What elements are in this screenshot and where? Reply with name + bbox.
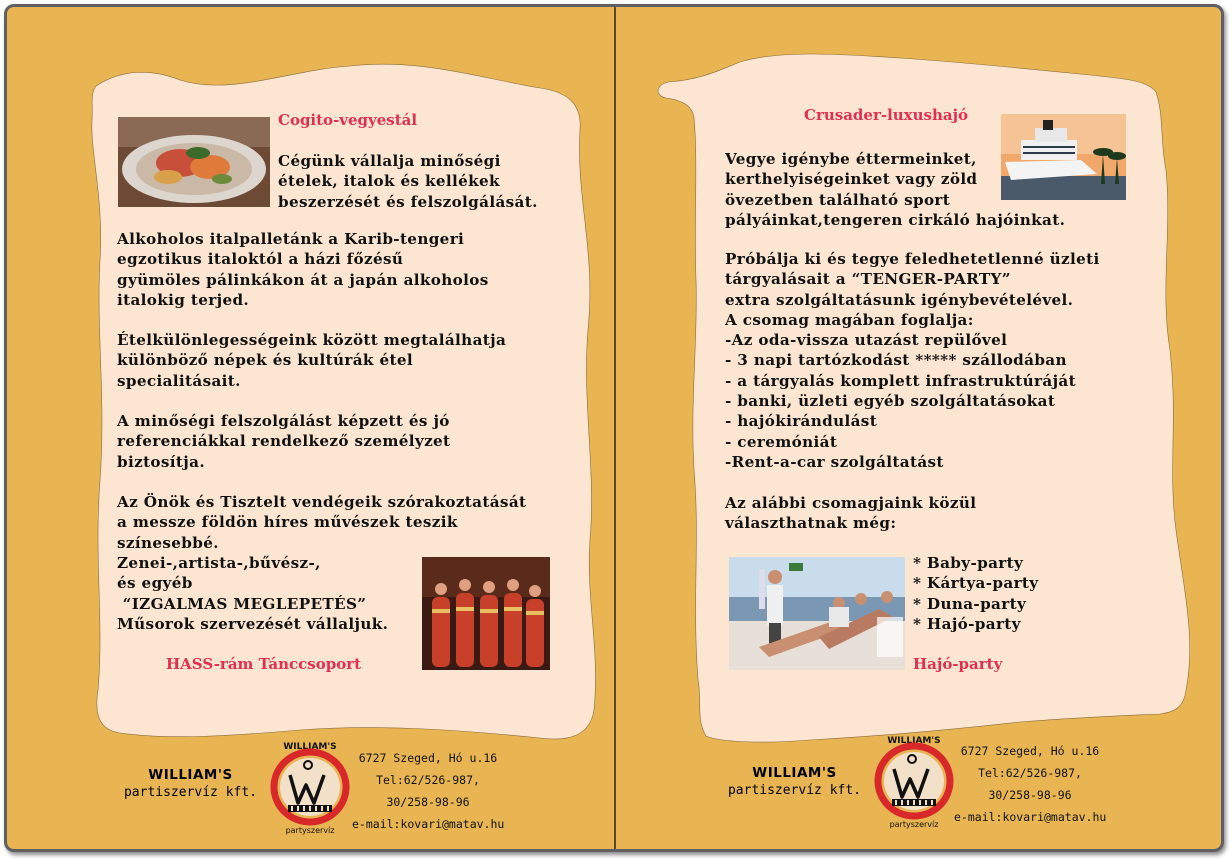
text-line: színesebbé. <box>117 533 219 552</box>
options-paragraph <box>725 493 976 534</box>
text-line: Az alábbi csomagjaink közül <box>725 494 977 512</box>
list-item: * Hajó-party <box>913 614 1021 633</box>
mobile: 30/258-98-96 <box>988 788 1072 802</box>
text-line: - 3 napi tartózkodást ***** szállodában <box>725 351 1067 370</box>
text-line: választhatnak még: <box>725 514 897 533</box>
list-item: * Baby-party <box>913 554 1024 572</box>
brand-left <box>118 767 263 800</box>
text-line: - banki, üzleti egyéb szolgáltatásokat <box>725 392 1056 411</box>
phone: Tel:62/526-987, <box>376 773 480 787</box>
text-line: egzotikus italoktól a házi főzésű <box>117 250 404 269</box>
text-line: -Rent-a-car szolgáltatást <box>725 452 944 471</box>
contact-right <box>954 740 1106 828</box>
logo-bottom-text: partyszervíz <box>889 820 939 829</box>
text-line: - hajókirándulást <box>725 412 878 431</box>
text-line: “IZGALMAS MEGLEPETÉS” <box>117 594 367 613</box>
text-line: Alkoholos italpalletánk a Karib-tengeri <box>117 230 465 248</box>
text-line: A minőségi felszolgálást képzett és jó <box>117 412 450 430</box>
text-line: Vegye igénybe éttermeinket, <box>725 150 977 168</box>
brand-name: WILLIAM'S <box>752 765 837 781</box>
dance-group-caption: HASS-rám Tánccsoport <box>166 655 362 673</box>
entertainment-paragraph <box>117 492 526 553</box>
brand-subtitle: partiszervíz kft. <box>727 783 862 798</box>
service-paragraph <box>117 411 450 472</box>
address: 6727 Szeged, Hó u.16 <box>358 751 498 765</box>
text-line: biztosítja. <box>117 452 205 471</box>
email-link[interactable]: e-mail:kovari@matav.hu <box>352 817 505 831</box>
boat-party-photo <box>729 557 905 670</box>
text-line: kerthelyiségeinket vagy zöld <box>725 170 978 189</box>
text-line: A csomag magában foglalja: <box>725 310 974 329</box>
text-line: Próbálja ki és tegye feledhetetlenné üzleti <box>725 250 1100 268</box>
list-item: * Kártya-party <box>913 574 1039 593</box>
food-paragraph <box>117 330 506 391</box>
text-line: Zenei-,artista-,bűvész-, <box>117 554 321 572</box>
text-line: pályáinkat,tengeren cirkáló hajóinkat. <box>725 210 1066 229</box>
text-line: - a tárgyalás komplett infrastruktúráját <box>725 371 1076 390</box>
crusader-heading: Crusader-luxushajó <box>804 106 969 124</box>
mobile: 30/258-98-96 <box>386 795 470 809</box>
williams-logo <box>872 731 956 831</box>
text-line: különböző népek és kultúrák étel <box>117 351 413 370</box>
text-line: -Az oda-vissza utazást repülővel <box>725 331 1008 350</box>
food-photo <box>118 117 270 207</box>
text-line: tárgyalásait a “TENGER-PARTY” <box>725 270 1011 289</box>
boat-party-caption: Hajó-party <box>913 655 1003 673</box>
address: 6727 Szeged, Hó u.16 <box>960 744 1100 758</box>
email-link[interactable]: e-mail:kovari@matav.hu <box>954 810 1107 824</box>
right-intro <box>725 149 1065 230</box>
brand-subtitle: partiszervíz kft. <box>123 785 258 800</box>
list-item: * Duna-party <box>913 594 1027 613</box>
text-line: extra szolgáltatásunk igénybevételével. <box>725 290 1074 309</box>
text-line: referenciákkal rendelkező személyzet <box>117 432 451 451</box>
tenger-party-paragraph <box>725 249 1100 472</box>
text-line: beszerzését és felszolgálását. <box>278 192 538 211</box>
text-line: Cégünk vállalja minőségi <box>278 152 501 170</box>
text-line: italokig terjed. <box>117 290 250 309</box>
drinks-paragraph <box>117 229 489 310</box>
logo-bottom-text: partyszervíz <box>285 826 335 835</box>
programs-paragraph <box>117 553 388 634</box>
brand-right <box>722 765 867 798</box>
phone: Tel:62/526-987, <box>978 766 1082 780</box>
cogito-heading: Cogito-vegyestál <box>278 111 418 129</box>
left-intro <box>278 151 538 212</box>
williams-logo <box>268 737 352 837</box>
text-line: Az Önök és Tisztelt vendégeik szórakoztatását <box>117 493 527 511</box>
text-line: specialitásait. <box>117 371 241 390</box>
text-line: ételek, italok és kellékek <box>278 172 500 191</box>
text-line: a messze földön híres művészek teszik <box>117 513 458 532</box>
text-line: - ceremóniát <box>725 432 838 451</box>
text-line: Műsorok szervezését vállaljuk. <box>117 614 389 633</box>
logo-top-text: WILLIAM'S <box>887 736 941 746</box>
contact-left <box>352 747 504 835</box>
brand-name: WILLIAM'S <box>148 767 233 783</box>
dancers-photo <box>422 557 550 670</box>
text-line: Ételkülönlegességeink között megtalálhatja <box>117 331 507 349</box>
text-line: övezetben található sport <box>725 190 951 209</box>
text-line: és egyéb <box>117 574 193 593</box>
logo-top-text: WILLIAM'S <box>283 742 337 752</box>
party-list <box>913 553 1038 634</box>
text-line: gyümöles pálinkákon át a japán alkoholos <box>117 270 489 289</box>
